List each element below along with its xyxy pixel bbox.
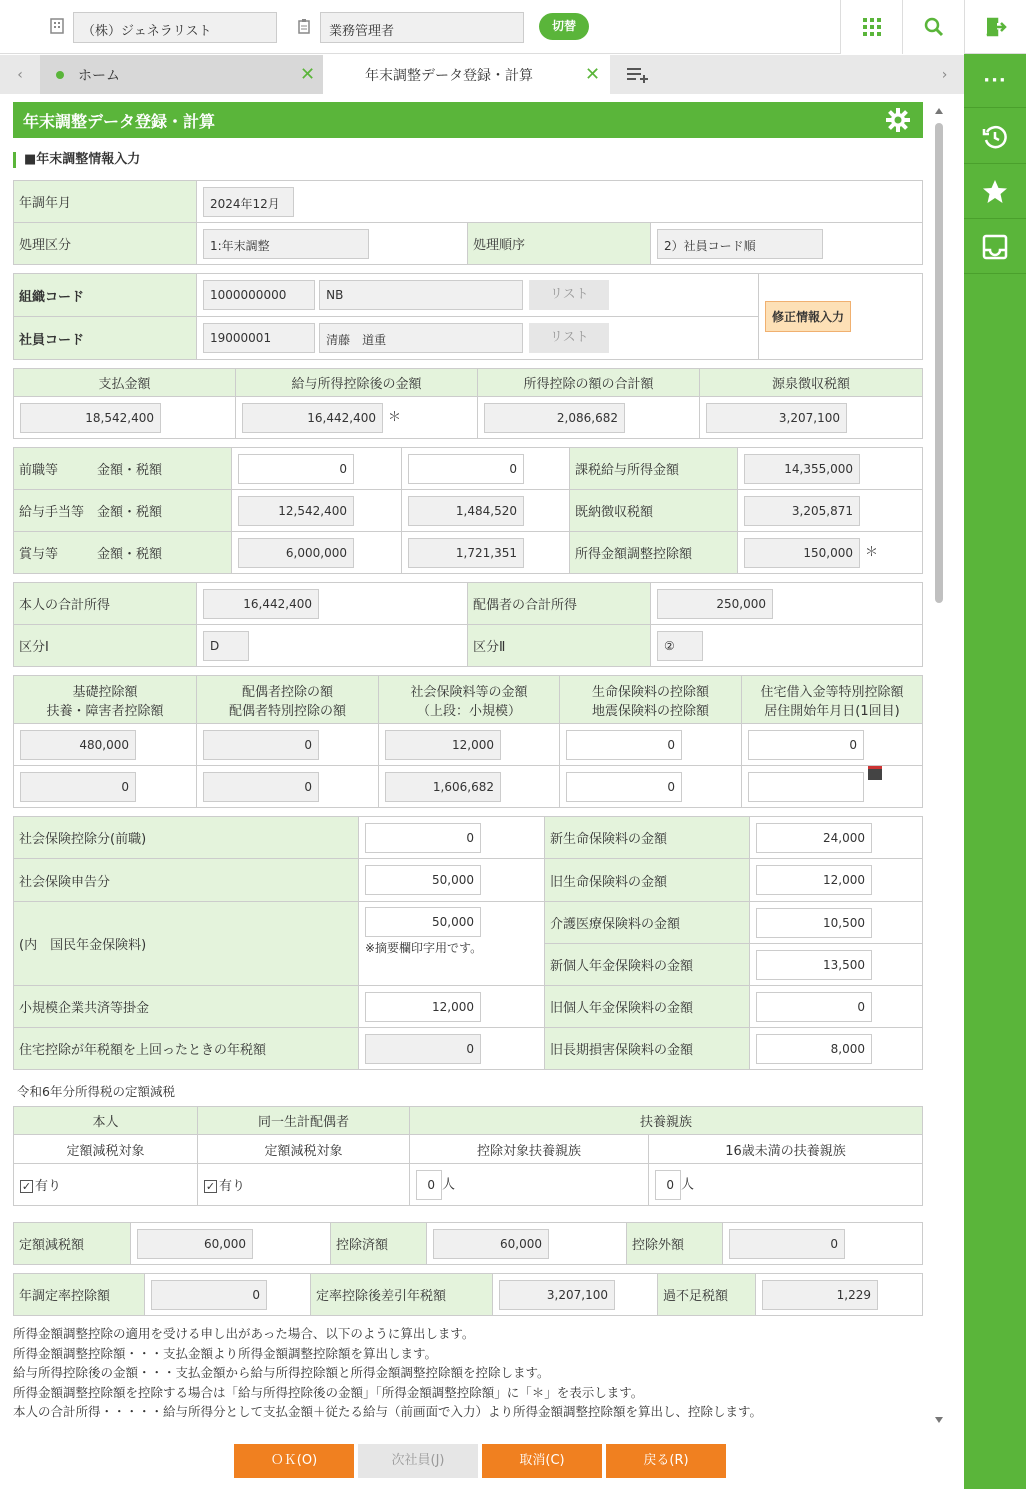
teigaku-zumi-value: 60,000: [433, 1229, 549, 1259]
header-line: 社会保険料等の金額: [410, 684, 528, 700]
kubun2-value: ②: [657, 631, 703, 661]
income-adjust-value: 150,000: [744, 538, 860, 568]
income-table: [13, 447, 923, 574]
playlist-add-icon: [625, 66, 651, 84]
life-insurance-header: [560, 676, 742, 724]
clipboard-icon: [297, 18, 311, 34]
final-tax-table: [13, 1273, 923, 1316]
section-title: ■年末調整情報入力: [13, 152, 140, 168]
spouse-special-value: 0: [203, 772, 319, 802]
spouse-deduction-value: 0: [203, 730, 319, 760]
tab-scroll-left[interactable]: ‹: [17, 66, 23, 83]
order-field[interactable]: 2）社員コード順: [657, 229, 823, 259]
revise-info-button[interactable]: 修正情報入力: [765, 301, 851, 332]
salary-tax: 1,484,520: [408, 496, 524, 526]
close-icon[interactable]: ✕: [585, 64, 601, 85]
basic-info-table: [13, 180, 923, 265]
teigaku-dependent-header: 扶養親族: [410, 1107, 923, 1135]
page-title: [13, 102, 923, 138]
housing-loan-input[interactable]: 0: [748, 730, 864, 760]
life-insurance-input[interactable]: 0: [566, 730, 682, 760]
more-button[interactable]: [964, 54, 1026, 108]
small-business-value: 12,000: [385, 730, 501, 760]
teigaku-spouse-sub: 定額減税対象: [198, 1135, 410, 1164]
emp-list-button[interactable]: リスト: [529, 323, 609, 353]
dependent-deduction-value: 0: [20, 772, 136, 802]
kubun-label: 処理区分: [14, 223, 197, 265]
teigaku-gai-value: 0: [729, 1229, 845, 1259]
summary-table: [13, 368, 923, 439]
history-button[interactable]: [964, 110, 1026, 164]
add-tab-button[interactable]: [625, 55, 655, 94]
salary-label: 給与手当等 金額・税額: [14, 490, 232, 532]
tab-bar: [0, 55, 964, 94]
withholding-value: 3,207,100: [706, 403, 847, 433]
long-term-label: 旧長期損害保険料の金額: [545, 1028, 750, 1070]
old-pension-label: 旧個人年金保険料の金額: [545, 986, 750, 1028]
kubun1-value: D: [203, 631, 249, 661]
old-life-label: 旧生命保険料の金額: [545, 859, 750, 902]
withholding-header: 源泉徴収税額: [700, 369, 923, 397]
next-employee-button[interactable]: 次社員(J): [358, 1444, 478, 1478]
inbox-button[interactable]: [964, 220, 1026, 274]
search-icon: [924, 17, 944, 37]
dependent-count-input[interactable]: 0: [416, 1170, 442, 1200]
role-field[interactable]: 業務管理者: [320, 12, 524, 43]
new-life-label: 新生命保険料の金額: [545, 817, 750, 859]
kubun1-label: 区分Ⅰ: [14, 625, 197, 667]
emp-code-field[interactable]: 19000001: [203, 323, 315, 353]
salary-amount: 12,542,400: [238, 496, 354, 526]
old-pension-input[interactable]: 0: [756, 992, 872, 1022]
deduction-table: [13, 675, 923, 808]
header-line: 扶養・障害者控除額: [46, 703, 164, 719]
org-code-field[interactable]: 1000000000: [203, 280, 315, 310]
header-line: 基礎控除額: [72, 684, 138, 700]
kubun2-label: 区分Ⅱ: [468, 625, 651, 667]
social-insurance-header: [379, 676, 560, 724]
header-line: 生命保険料の控除額: [591, 684, 709, 700]
social-declared-input[interactable]: 50,000: [365, 865, 481, 895]
social-declared-label: 社会保険申告分: [14, 859, 359, 902]
apps-button[interactable]: [840, 0, 902, 54]
inbox-icon: [982, 234, 1008, 260]
tab-year-end-label: 年末調整データ登録・計算: [365, 67, 533, 84]
prev-amount-input[interactable]: 0: [238, 454, 354, 484]
child-count-input[interactable]: 0: [655, 1170, 681, 1200]
back-button[interactable]: 戻る(R): [606, 1444, 726, 1478]
note-line: 給与所得控除後の金額・・・支払金額から給与所得控除額と所得金額調整控除額を控除します。: [13, 1365, 550, 1380]
spouse-income-value: 250,000: [657, 589, 773, 619]
bonus-tax: 1,721,351: [408, 538, 524, 568]
emp-name-field: 清藤 道重: [319, 323, 523, 353]
grid-icon: [863, 18, 881, 36]
unit-label: 人: [442, 1177, 456, 1192]
excess-label: 過不足税額: [658, 1274, 756, 1316]
national-pension-input[interactable]: 50,000: [365, 907, 481, 937]
tab-home[interactable]: [40, 55, 323, 94]
rate-deduction-label: 年調定率控除額: [14, 1274, 145, 1316]
teigaku-dep-sub: 控除対象扶養親族: [410, 1135, 649, 1164]
company-field[interactable]: （株）ジェネラリスト: [73, 12, 277, 43]
header-line: 居住開始年月日(1回目): [764, 703, 900, 719]
teigaku-table: [13, 1106, 923, 1206]
more-icon: ···: [983, 70, 1007, 91]
org-name-field: NB: [319, 280, 523, 310]
teigaku-gai-label: 控除外額: [627, 1223, 723, 1265]
pension-note: ※摘要欄印字用です。: [365, 941, 483, 955]
scroll-down-arrow[interactable]: [935, 1417, 943, 1423]
calendar-icon[interactable]: [868, 766, 882, 780]
scroll-up-arrow[interactable]: [935, 108, 943, 114]
history-icon: [982, 124, 1008, 150]
paid-tax-value: 3,205,871: [744, 496, 860, 526]
paid-tax-label: 既納徴収税額: [570, 490, 738, 532]
header-line: 配偶者控除の額: [241, 684, 333, 700]
spouse-deduction-header: [197, 676, 379, 724]
housing-over-value: 0: [365, 1034, 481, 1064]
after-rate-value: 3,207,100: [499, 1280, 615, 1310]
teigaku-zumi-label: 控除済額: [331, 1223, 427, 1265]
top-bar: [0, 0, 964, 54]
small-business-input[interactable]: 12,000: [365, 992, 481, 1022]
org-code-label: 組織コード: [14, 274, 197, 317]
prev-job-label: 前職等 金額・税額: [14, 448, 232, 490]
teigaku-gen-label: 定額減税額: [14, 1223, 131, 1265]
spouse-income-label: 配偶者の合計所得: [468, 583, 651, 625]
star-mark: ＊: [865, 545, 879, 560]
star-mark: ＊: [388, 410, 402, 425]
pay-amount-value: 18,542,400: [20, 403, 161, 433]
new-pension-input[interactable]: 13,500: [756, 950, 872, 980]
prev-tax-input[interactable]: 0: [408, 454, 524, 484]
emp-code-label: 社員コード: [14, 317, 197, 360]
after-rate-label: 定率控除後差引年税額: [311, 1274, 493, 1316]
social-prev-input[interactable]: 0: [365, 823, 481, 853]
basic-deduction-header: [14, 676, 197, 724]
taxable-income-value: 14,355,000: [744, 454, 860, 484]
self-checkbox[interactable]: ✓: [21, 1180, 32, 1193]
total-income-table: [13, 582, 923, 667]
ok-button[interactable]: ＯＫ(O): [234, 1444, 354, 1478]
favorite-button[interactable]: [964, 165, 1026, 219]
note-line: 本人の合計所得・・・・・給与所得分として支払金額＋従たる給与（前画面で入力）より所得金額調整控除額を算出し、控除します。: [13, 1404, 763, 1419]
insurance-table: [13, 816, 923, 1070]
logout-button[interactable]: [964, 0, 1026, 54]
tab-home-label: ホーム: [78, 67, 120, 84]
new-life-input[interactable]: 24,000: [756, 823, 872, 853]
right-sidebar: [964, 0, 1026, 1489]
page-title-text: 年末調整データ登録・計算: [23, 112, 216, 131]
leaf-icon: [56, 71, 64, 79]
national-pension-label: (内 国民年金保険料): [14, 902, 359, 986]
org-list-button[interactable]: リスト: [529, 280, 609, 310]
care-insurance-label: 介護医療保険料の金額: [545, 902, 750, 944]
housing-over-label: 住宅控除が年税額を上回ったときの年税額: [14, 1028, 359, 1070]
spouse-checkbox[interactable]: ✓: [205, 1180, 216, 1193]
scroll-thumb[interactable]: [935, 123, 943, 603]
note-line: 所得金額調整控除額・・・支払金額より所得金額調整控除額を算出します。: [13, 1345, 438, 1361]
long-term-input[interactable]: 8,000: [756, 1034, 872, 1064]
cancel-button[interactable]: 取消(C): [482, 1444, 602, 1478]
scrollbar[interactable]: [934, 108, 944, 1423]
year-field[interactable]: 2024年12月: [203, 187, 294, 217]
taxable-income-label: 課税給与所得金額: [570, 448, 738, 490]
note-line: 所得金額調整控除の適用を受ける申し出があった場合、以下のように算出します。: [13, 1326, 475, 1341]
new-pension-label: 新個人年金保険料の金額: [545, 944, 750, 986]
gear-icon[interactable]: [886, 108, 910, 132]
basic-deduction-value: 480,000: [20, 730, 136, 760]
star-icon: [982, 179, 1008, 205]
social-insurance-value: 1,606,682: [385, 772, 501, 802]
housing-loan-header: [742, 676, 923, 724]
teigaku-amount-table: [13, 1222, 923, 1265]
old-life-input[interactable]: 12,000: [756, 865, 872, 895]
self-income-value: 16,442,400: [203, 589, 319, 619]
self-checkbox-label: 有り: [35, 1179, 62, 1194]
after-deduction-value: 16,442,400: [242, 403, 383, 433]
deduction-total-value: 2,086,682: [484, 403, 625, 433]
teigaku-self-sub: 定額減税対象: [14, 1135, 198, 1164]
building-icon: [50, 18, 64, 34]
header-line: 住宅借入金等特別控除額: [760, 684, 904, 700]
year-label: 年調年月: [14, 181, 197, 223]
move-in-date-input[interactable]: [748, 772, 864, 802]
rate-deduction-value: 0: [151, 1280, 267, 1310]
social-prev-label: 社会保険控除分(前職): [14, 817, 359, 859]
teigaku-spouse-header: 同一生計配偶者: [198, 1107, 410, 1135]
spouse-checkbox-label: 有り: [219, 1179, 246, 1194]
unit-label: 人: [681, 1177, 695, 1192]
header-line: 配偶者特別控除の額: [228, 703, 346, 719]
teigaku-self-header: 本人: [14, 1107, 198, 1135]
bonus-label: 賞与等 金額・税額: [14, 532, 232, 574]
note-line: 所得金額調整控除額を控除する場合は「給与所得控除後の金額」「所得金額調整控除額」に「＊」を表示します。: [13, 1384, 644, 1400]
income-adjust-label: 所得金額調整控除額: [570, 532, 738, 574]
after-deduction-header: 給与所得控除後の金額: [236, 369, 478, 397]
kubun-field[interactable]: 1:年末調整: [203, 229, 369, 259]
close-icon[interactable]: ✕: [300, 64, 316, 85]
notes: [13, 1324, 762, 1422]
teigaku-gen-value: 60,000: [137, 1229, 253, 1259]
earthquake-insurance-input[interactable]: 0: [566, 772, 682, 802]
deduction-total-header: 所得控除の額の合計額: [478, 369, 700, 397]
tab-year-end[interactable]: [323, 55, 610, 94]
header-line: （上段：小規模）: [416, 703, 521, 719]
self-income-label: 本人の合計所得: [14, 583, 197, 625]
footer-buttons: [0, 1442, 964, 1489]
pay-amount-header: 支払金額: [14, 369, 236, 397]
small-business-label: 小規模企業共済等掛金: [14, 986, 359, 1028]
employee-table: [13, 273, 923, 360]
tab-scroll-right[interactable]: ›: [941, 66, 948, 83]
teigaku-caption: 令和6年分所得税の定額減税: [17, 1084, 175, 1099]
header-line: 地震保険料の控除額: [591, 703, 709, 719]
logout-icon: [985, 17, 1007, 37]
care-insurance-input[interactable]: 10,500: [756, 908, 872, 938]
search-button[interactable]: [902, 0, 964, 54]
order-label: 処理順序: [468, 223, 651, 265]
teigaku-child-sub: 16歳未満の扶養親族: [649, 1135, 923, 1164]
excess-value: 1,229: [762, 1280, 878, 1310]
switch-button[interactable]: 切替: [539, 13, 589, 40]
bonus-amount: 6,000,000: [238, 538, 354, 568]
